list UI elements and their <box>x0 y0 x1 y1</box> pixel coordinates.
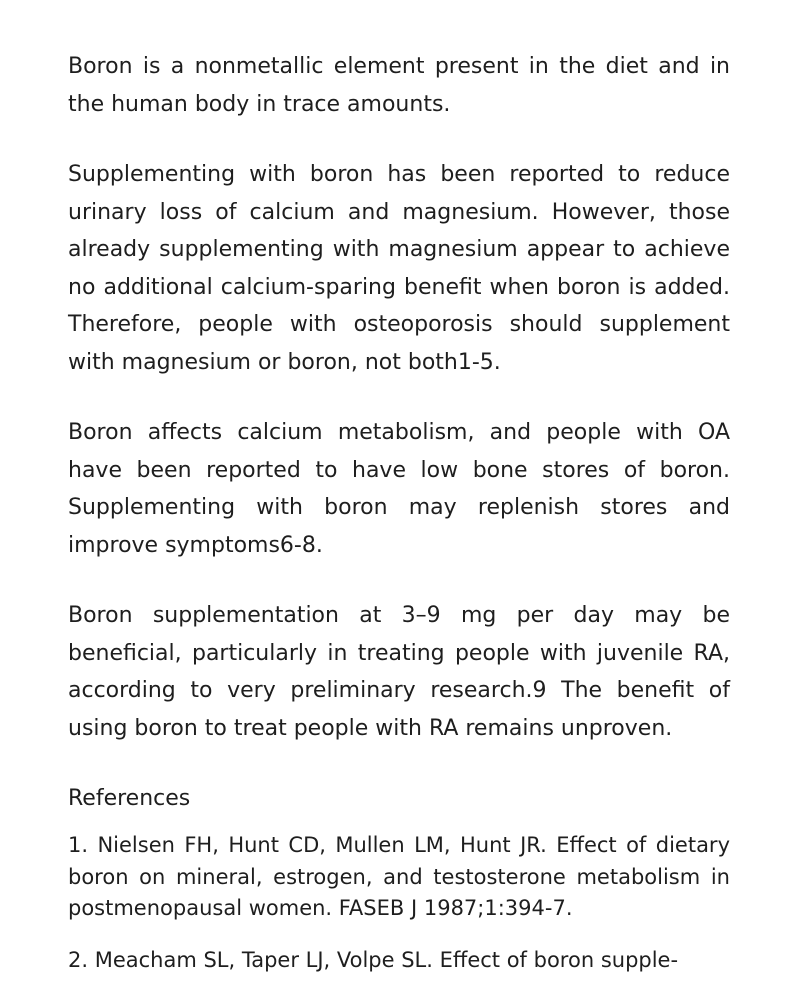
paragraph-oa: Boron affects calcium metabolism, and people with OA have been reported to have low bone stores of boron. Supplementing with boron may replenish stores and improve symptoms6-8. <box>68 420 730 558</box>
article-body <box>68 48 730 996</box>
reference-item-2: 2. Meacham SL, Taper LJ, Volpe SL. Effect of boron supple- <box>68 947 679 972</box>
paragraph-ra: Boron supplementation at 3–9 mg per day may be beneficial, particularly in treating people with juvenile RA, according to very preliminary research.9 The benefit of using boron to treat people with RA remains unproven. <box>68 603 730 741</box>
paragraph-intro: Boron is a nonmetallic element present in the diet and in the human body in trace amounts. <box>68 54 730 117</box>
reference-item-1: 1. Nielsen FH, Hunt CD, Mullen LM, Hunt JR. Effect of dietary boron on mineral, estrogen, and testosterone metabolism in postmenopausal women. FASEB J 1987;1:394-7. <box>68 833 730 920</box>
paragraph-calcium-loss: Supplementing with boron has been reported to reduce urinary loss of calcium and magnesium. However, those already supplementing with magnesium appear to achieve no additional calcium-sparing benefit when boron is added. Therefore, people with osteoporosis should supplement with magnesium or boron, not both1-5. <box>68 162 730 375</box>
references-heading: References <box>68 786 191 811</box>
